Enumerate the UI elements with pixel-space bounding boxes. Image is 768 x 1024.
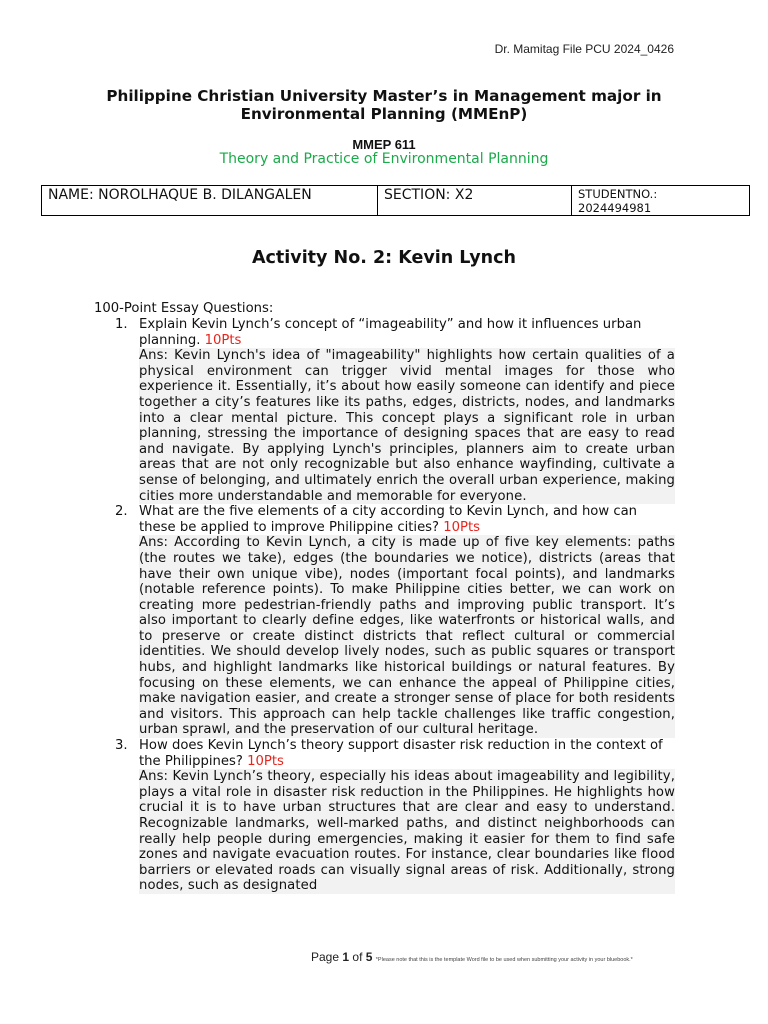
answer-text: Ans: According to Kevin Lynch, a city is made up of five key elements: paths (the routes we take), edges (the boundaries we notice), districts (areas that have their own unique vibe), nodes (important focal points), and landmarks (notable reference points). To make Philippine cities better, we can work on creating more pedestrian-friendly paths and improving public transport. It’s also important to clearly define edges, like waterfronts or historical walls, and to preserve or create distinct districts that reflect cultural or commercial identities. We should develop lively nodes, such as public squares or transport hubs, and highlight landmarks like historical buildings or natural features. By focusing on these elements, we can enhance the appeal of Philippine cities, make navigation easier, and create a stronger sense of place for both residents and visitors. This approach can help tackle challenges like traffic congestion, urban sprawl, and the preservation of our cultural heritage. <box>139 535 675 738</box>
section-cell: SECTION: X2 <box>378 186 572 216</box>
answer-text: Ans: Kevin Lynch's idea of "imageability" highlights how certain qualities of a physical environment can trigger vivid mental images for those who experience it. Essentially, it’s about how easily someone can identify and piece together a city’s features like its paths, edges, districts, nodes, and landmarks into a clear mental picture. This concept plays a significant role in urban planning, stressing the importance of designing spaces that are easy to read and navigate. By applying Lynch's principles, planners aim to create urban areas that are not only recognizable but also enhance wayfinding, cultivate a sense of belonging, and ultimately enrich the overall urban experience, making cities more understandable and memorable for everyone. <box>139 348 675 504</box>
university-title: Philippine Christian University Master’s in Management major in Environmental Planning (MMEnP) <box>106 87 662 123</box>
question-text: What are the five elements of a city according to Kevin Lynch, and how can these be applied to improve Philippine cities? <box>139 504 638 535</box>
question-points: 10Pts <box>204 332 242 348</box>
page-current: 1 <box>342 950 350 964</box>
question-number: 1. <box>115 317 128 332</box>
page-total: 5 <box>365 950 373 964</box>
activity-title: Activity No. 2: Kevin Lynch <box>252 248 516 268</box>
question-number: 2. <box>115 504 128 520</box>
question-text-line <box>139 504 675 535</box>
question-text-line <box>139 738 675 769</box>
question-points: 10Pts <box>443 519 481 535</box>
student-info-table <box>41 185 750 216</box>
footer-note: *Please note that this is the template Word file to be used when submitting your activity in your bluebook.* <box>375 957 633 963</box>
student-number-cell <box>572 186 750 216</box>
page-footer <box>311 950 633 964</box>
question-list <box>115 317 675 894</box>
question-text: How does Kevin Lynch’s theory support disaster risk reduction in the context of the Philippines? <box>139 738 663 769</box>
question-item <box>115 738 675 894</box>
course-code: MMEP 611 <box>352 137 416 152</box>
student-number-label: STUDENTNO.: <box>578 187 658 201</box>
student-name-cell: NAME: NOROLHAQUE B. DILANGALEN <box>42 186 378 216</box>
question-text-line <box>139 317 675 348</box>
page-word: Page <box>311 950 340 964</box>
question-number: 3. <box>115 738 128 754</box>
file-label: Dr. Mamitag File PCU 2024_0426 <box>494 42 674 56</box>
question-item <box>115 317 675 504</box>
course-name: Theory and Practice of Environmental Planning <box>219 151 549 167</box>
question-text: Explain Kevin Lynch’s concept of “imageability” and how it influences urban planning. <box>139 317 642 348</box>
essay-intro: 100-Point Essay Questions: <box>94 301 274 316</box>
student-number-value: 2024494981 <box>578 201 652 215</box>
answer-text: Ans: Kevin Lynch’s theory, especially his ideas about imageability and legibility, plays a vital role in disaster risk reduction in the Philippines. He highlights how crucial it is to have urban structures that are clear and easy to understand. Recognizable landmarks, well-marked paths, and distinct neighborhoods can really help people during emergencies, making it easier for them to find safe zones and navigate evacuation routes. For instance, clear boundaries like flood barriers or elevated roads can visually signal areas of risk. Additionally, strong nodes, such as designated <box>139 769 675 894</box>
of-word: of <box>352 950 363 964</box>
question-item <box>115 504 675 738</box>
question-points: 10Pts <box>247 753 284 769</box>
